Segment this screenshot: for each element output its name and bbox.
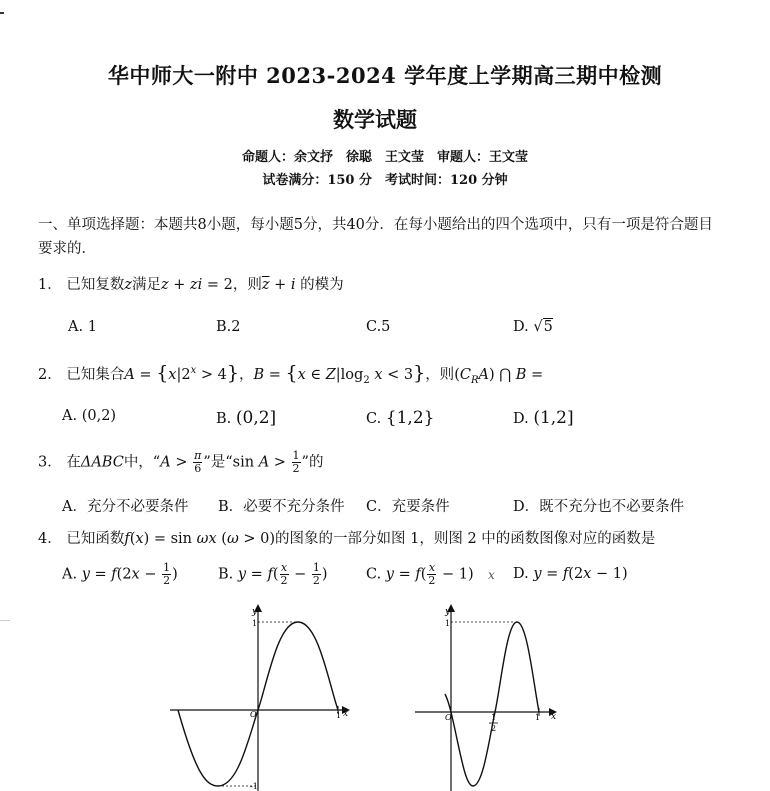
fig1-label-o: O — [250, 710, 257, 719]
fig1-label-one-x: 1 — [336, 711, 342, 720]
q1-option-c[interactable]: C.5 — [366, 319, 391, 335]
q4-option-b[interactable]: B. y = f( $\frac{x}{2}$ − $\frac{1}{2}$ ) — [218, 561, 328, 587]
fig2-label-o: O — [445, 713, 452, 722]
question-number: 4． — [38, 531, 62, 547]
fig1-label-y: y — [252, 607, 258, 617]
question-text: ”的 — [301, 454, 324, 471]
q3-option-a[interactable]: A．充分不必要条件 — [62, 499, 189, 515]
exam-authors: 命题人：余文抒 徐聪 王文莹 审题人：王文莹 — [241, 150, 528, 165]
question-1: 1． 已知复数z满足z + zi = 2，则$\overline{z} + i$ 的模为 — [38, 277, 344, 293]
question-2: 2． 已知集合$A = \{x|2^x > 4\}$，B = {x ∈ $Z|\log_2$ x < 3}，则$(C_RA)$ ⋂ B = — [38, 362, 544, 386]
figure-2 — [405, 600, 575, 791]
question-text: 已知函数 — [66, 531, 125, 547]
fig2-curve-left — [445, 694, 451, 712]
question-text: 已知复数 — [66, 277, 125, 293]
fig2-label-half-n: 1 — [491, 713, 497, 722]
q2-option-a[interactable]: A. (0,2) — [62, 408, 117, 424]
q4-option-c[interactable]: C. y = f( $\frac{x}{2}$ − 1) — [366, 561, 474, 587]
exam-subtitle: 数学试题 — [333, 107, 417, 132]
q4-option-d[interactable]: D. y = f(2x − 1) — [513, 566, 628, 582]
fig1-label-x: x — [343, 709, 349, 719]
exam-title: 华中师大一附中 2023-2024 学年度上学期高三期中检测 — [107, 63, 663, 88]
fig1-label-one-y: 1 — [252, 619, 258, 628]
q1-option-d[interactable]: D. √5 — [513, 319, 553, 335]
fig2-label-one-y: 1 — [445, 619, 451, 628]
question-text: 已知集合 — [66, 367, 125, 383]
q3-option-b[interactable]: B．必要不充分条件 — [218, 499, 345, 515]
question-text: 满足 — [131, 277, 161, 293]
q2-option-b[interactable]: B. (0,2] — [216, 408, 277, 428]
figure-1 — [160, 600, 360, 791]
q1-option-b[interactable]: B.2 — [216, 319, 241, 335]
question-text: 中，“ — [123, 454, 161, 471]
exam-info: 试卷满分：150 分 考试时间：120 分钟 — [262, 173, 508, 188]
question-text: ”是“ — [203, 454, 233, 471]
question-4: 4． 已知函数f(x) = sin ωx (ω > 0)的图象的一部分如图 1，则图 2 中的函数图像对应的函数是 — [38, 531, 656, 547]
question-number: 1． — [38, 277, 62, 293]
q3-option-c[interactable]: C．充要条件 — [366, 499, 450, 515]
question-3: 3． 在ΔABC中，“A > $\frac{\pi}{6}$ ”是“sin A > $\frac{1}{2}$ ”的 — [38, 449, 324, 475]
fig2-label-half-d: 2 — [491, 724, 497, 733]
section-heading: 一、单项选择题：本题共8小题，每小题5分，共40分．在每小题给出的四个选项中，只有一项是符合题目要求的． — [38, 217, 713, 257]
page-edge-mark — [0, 12, 4, 14]
page-fold-line — [0, 620, 10, 621]
q2-option-c[interactable]: C. {1,2} — [366, 408, 435, 428]
fig2-label-one-x: 1 — [535, 713, 541, 722]
question-text: ，则 — [232, 277, 262, 293]
question-text: 在 — [66, 454, 81, 471]
fig2-curve — [451, 622, 539, 786]
question-text: 的模为 — [300, 277, 344, 293]
q4-option-a[interactable]: A. y = f(2x − $\frac{1}{2}$ ) — [62, 561, 178, 587]
q2-option-d[interactable]: D. (1,2] — [513, 408, 574, 428]
q1-option-a[interactable]: A. 1 — [68, 319, 97, 335]
question-text: ，则 — [425, 367, 455, 383]
fig2-label-x: x — [551, 712, 557, 722]
question-number: 2． — [38, 367, 62, 383]
pencil-mark: x — [488, 568, 495, 582]
q3-option-d[interactable]: D．既不充分也不必要条件 — [513, 499, 685, 515]
question-number: 3． — [38, 454, 62, 471]
fig2-label-y: y — [445, 607, 451, 617]
fig1-label-neg-one: -1 — [250, 782, 258, 791]
question-text: 的图象的一部分如图 1，则图 2 中的函数图像对应的函数是 — [275, 531, 656, 547]
